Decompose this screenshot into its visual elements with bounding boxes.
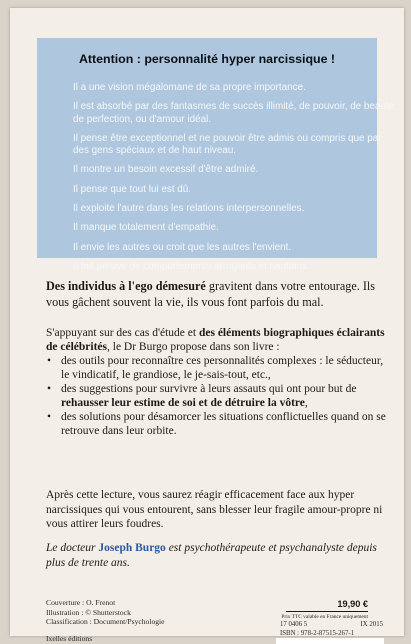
credit-line: Classification : Document/Psychologie bbox=[46, 617, 165, 627]
publisher-name: Ixelles éditions bbox=[46, 634, 93, 643]
trait-item: Il exploite l'autre dans les relations interpersonnelles. bbox=[73, 203, 305, 215]
trait-item: Il fait preuve de comportements arrogants et hautains. bbox=[73, 260, 310, 272]
intro-bold: des éléments biographiques éclairants de célébrités bbox=[46, 327, 385, 353]
bio-post: est psychothérapeute et psychanalyste depuis plus de trente ans. bbox=[46, 542, 377, 569]
intro-text-end: , le Dr Burgo propose dans son livre : bbox=[107, 341, 280, 353]
author-bio bbox=[46, 541, 386, 570]
credit-line: Illustration : © Shutterstock bbox=[46, 607, 131, 617]
content-list bbox=[46, 354, 386, 438]
trait-item: Il envie les autres ou croit que les autres l'envient. bbox=[73, 241, 292, 253]
trait-item: Il pense que tout lui est dû. bbox=[73, 183, 192, 195]
list-item-text: des outils pour reconnaître ces personnalités complexes : le séducteur, le vindicatif, le grandiose, le je-sais-tout, etc., bbox=[61, 355, 384, 381]
list-item bbox=[46, 354, 386, 382]
list-item-text: des solutions pour désamorcer les situations conflictuelles quand on se retrouve dans leur orbite. bbox=[61, 411, 386, 437]
back-cover bbox=[10, 8, 404, 643]
trait-item: Il montre un besoin excessif d'être admiré. bbox=[73, 164, 259, 176]
lead-paragraph bbox=[46, 279, 386, 310]
warning-box bbox=[37, 38, 397, 272]
price: 19,90 € bbox=[337, 599, 368, 609]
intro-text: S'appuyant sur des cas d'étude et bbox=[46, 327, 199, 339]
credit-line: Couverture : O. Frenot bbox=[46, 598, 116, 607]
bio-pre: Le docteur bbox=[46, 542, 99, 554]
list-item-text: des suggestions pour survivre à leurs assauts qui ont pour but de bbox=[61, 383, 357, 395]
internal-code: 17 0406 5 bbox=[280, 621, 308, 628]
trait-list bbox=[73, 82, 397, 280]
conclusion-paragraph: Après cette lecture, vous saurez réagir efficacement face aux hyper narcissiques qui vous entourent, sans blesser leur fragile amour-propre ni vous attirer leurs foudres. bbox=[46, 489, 383, 530]
isbn: ISBN : 978-2-87515-267-1 bbox=[280, 629, 355, 637]
content-intro bbox=[46, 326, 386, 354]
product-codes bbox=[280, 621, 383, 638]
code-row bbox=[280, 621, 383, 630]
author-name: Joseph Burgo bbox=[98, 542, 166, 554]
list-item-tail: , bbox=[304, 397, 308, 409]
list-item bbox=[46, 382, 386, 410]
trait-item: Il est absorbé par des fantasmes de succès illimité, de pouvoir, de beauté, de perfection, ou d'amour idéal. bbox=[73, 101, 397, 125]
publisher bbox=[46, 634, 92, 644]
lead-bold: Des individus à l'ego démesuré bbox=[46, 279, 206, 293]
ix-code: IX 2015 bbox=[360, 621, 383, 628]
trait-item: Il manque totalement d'empathie. bbox=[73, 222, 219, 234]
book-content-paragraph bbox=[46, 326, 386, 438]
list-item bbox=[46, 410, 386, 438]
lead-rest: gravitent dans votre entourage. Ils vous gâchent souvent la vie, ils vous font parfois du mal. bbox=[46, 279, 376, 309]
trait-item: Il a une vision mégalomane de sa propre importance. bbox=[73, 82, 306, 93]
divider bbox=[286, 611, 368, 612]
trait-item: Il pense être exceptionnel et ne pouvoir être admis ou compris que par des gens spéciaux et de haut niveau. bbox=[73, 132, 382, 157]
list-item-bold: rehausser leur estime de soi et de détruire la vôtre bbox=[61, 397, 305, 409]
credits bbox=[46, 598, 165, 627]
box-title: Attention : personnalité hyper narcissique ! bbox=[78, 52, 336, 66]
price-note: Prix TTC valable en France uniquement bbox=[281, 614, 368, 620]
barcode bbox=[276, 638, 384, 644]
